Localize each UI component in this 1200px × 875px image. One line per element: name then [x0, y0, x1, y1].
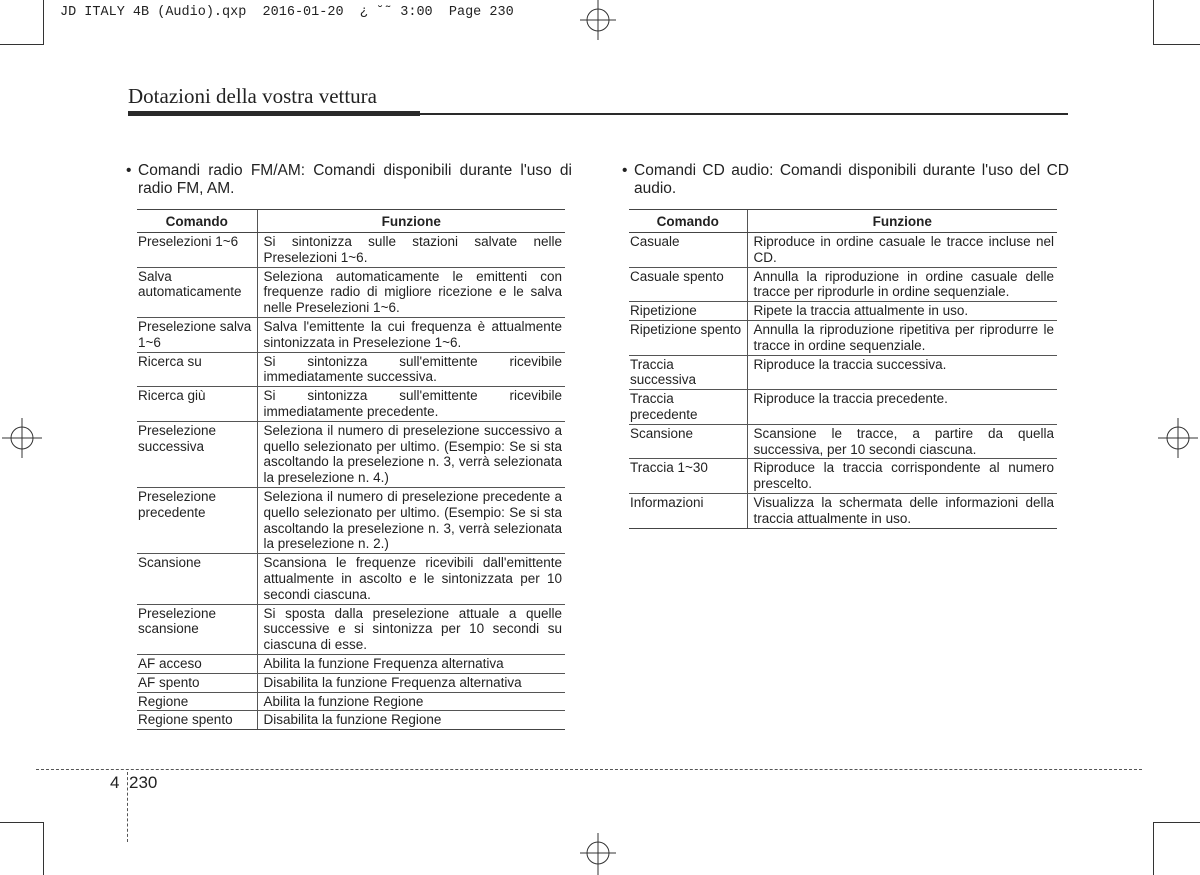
radio-commands-table — [137, 209, 565, 730]
crop-mark — [43, 822, 44, 875]
command-cell: Preselezione scansione — [137, 604, 257, 654]
function-cell: Annulla la riproduzione ripetitiva per riprodurre le tracce in ordine sequenziale. — [747, 320, 1057, 355]
command-cell: Casuale spento — [629, 267, 747, 302]
table-row — [629, 459, 1057, 494]
function-cell: Seleziona il numero di preselezione successivo a quello selezionato per ultimo. (Esempio: Se si sta ascoltando la preselezione n. 3, verrà selezionata la preselezione n. 4.) — [257, 421, 565, 487]
command-cell: Salva automaticamente — [137, 267, 257, 317]
function-cell: Si sintonizza sull'emittente ricevibile immediatamente successiva. — [257, 352, 565, 387]
crop-mark — [0, 44, 43, 45]
column-header-command: Comando — [629, 210, 747, 233]
command-cell: Ripetizione — [629, 302, 747, 321]
table-row — [629, 267, 1057, 302]
function-cell: Salva l'emittente la cui frequenza è attualmente sintonizzata in Preselezione 1~6. — [257, 317, 565, 352]
crop-mark — [43, 0, 44, 45]
function-cell: Visualizza la schermata delle informazioni della traccia attualmente in uso. — [747, 493, 1057, 528]
table-row — [137, 267, 565, 317]
table-row — [137, 654, 565, 673]
right-intro-text: Comandi CD audio: Comandi disponibili durante l'uso del CD audio. — [634, 162, 1069, 197]
function-cell: Scansiona le frequenze ricevibili dall'emittente attualmente in ascolto e le sintonizzata per 10 secondi ciascuna. — [257, 554, 565, 604]
function-cell: Disabilita la funzione Regione — [257, 711, 565, 730]
command-cell: Casuale — [629, 233, 747, 268]
function-cell: Riproduce la traccia precedente. — [747, 390, 1057, 425]
table-row — [629, 320, 1057, 355]
column-header-command: Comando — [137, 210, 257, 233]
function-cell: Abilita la funzione Regione — [257, 692, 565, 711]
command-cell: Preselezione successiva — [137, 421, 257, 487]
page-number: 230 — [129, 773, 158, 792]
table-row — [629, 493, 1057, 528]
print-slug: JD ITALY 4B (Audio).qxp 2016-01-20 ¿ ˘˜ 3:00 Page 230 — [60, 5, 514, 20]
footer-rule — [36, 769, 1142, 770]
title-rule — [128, 111, 1068, 116]
command-cell: Ricerca giù — [137, 387, 257, 422]
command-cell: Preselezioni 1~6 — [137, 233, 257, 268]
bullet-icon: • — [126, 162, 132, 179]
left-intro — [126, 162, 572, 198]
registration-mark-icon — [0, 418, 44, 458]
table-row — [137, 387, 565, 422]
command-cell: Traccia precedente — [629, 390, 747, 425]
crop-mark — [0, 822, 43, 823]
left-intro-text: Comandi radio FM/AM: Comandi disponibili durante l'uso di radio FM, AM. — [138, 162, 572, 197]
table-row — [137, 352, 565, 387]
command-cell: Scansione — [629, 424, 747, 459]
command-cell: Preselezione salva 1~6 — [137, 317, 257, 352]
function-cell: Seleziona automaticamente le emittenti con frequenze radio di migliore ricezione e le salva nelle Preselezioni 1~6. — [257, 267, 565, 317]
function-cell: Annulla la riproduzione in ordine casuale delle tracce per riprodurle in ordine sequenziale. — [747, 267, 1057, 302]
function-cell: Ripete la traccia attualmente in uso. — [747, 302, 1057, 321]
chapter-number: 4 — [110, 773, 120, 792]
crop-mark — [1153, 0, 1154, 45]
table-row — [137, 487, 565, 553]
command-cell: AF acceso — [137, 654, 257, 673]
table-row — [629, 302, 1057, 321]
table-row — [137, 554, 565, 604]
table-row — [137, 692, 565, 711]
command-cell: Ripetizione spento — [629, 320, 747, 355]
command-cell: Informazioni — [629, 493, 747, 528]
table-row — [629, 390, 1057, 425]
table-header-row — [137, 210, 565, 233]
function-cell: Disabilita la funzione Frequenza alternativa — [257, 673, 565, 692]
command-cell: Preselezione precedente — [137, 487, 257, 553]
function-cell: Si sposta dalla preselezione attuale a quelle successive e si sintonizza per 10 secondi su ciascuna di esse. — [257, 604, 565, 654]
table-row — [137, 233, 565, 268]
table-row — [137, 317, 565, 352]
command-cell: AF spento — [137, 673, 257, 692]
table-header-row — [629, 210, 1057, 233]
table-row — [137, 421, 565, 487]
command-cell: Ricerca su — [137, 352, 257, 387]
cd-commands-table — [629, 209, 1057, 529]
bullet-icon: • — [622, 162, 628, 179]
registration-mark-icon — [1156, 418, 1200, 458]
table-row — [137, 673, 565, 692]
command-cell: Traccia 1~30 — [629, 459, 747, 494]
function-cell: Riproduce la traccia corrispondente al numero prescelto. — [747, 459, 1057, 494]
footer-divider — [127, 772, 128, 842]
function-cell: Riproduce la traccia successiva. — [747, 355, 1057, 390]
table-row — [629, 355, 1057, 390]
command-cell: Traccia successiva — [629, 355, 747, 390]
crop-mark — [1154, 822, 1200, 823]
crop-mark — [1154, 44, 1200, 45]
column-header-function: Funzione — [747, 210, 1057, 233]
column-header-function: Funzione — [257, 210, 565, 233]
function-cell: Si sintonizza sull'emittente ricevibile immediatamente precedente. — [257, 387, 565, 422]
command-cell: Scansione — [137, 554, 257, 604]
function-cell: Riproduce in ordine casuale le tracce incluse nel CD. — [747, 233, 1057, 268]
command-cell: Regione — [137, 692, 257, 711]
registration-mark-icon — [578, 833, 618, 875]
function-cell: Scansione le tracce, a partire da quella successiva, per 10 secondi ciascuna. — [747, 424, 1057, 459]
command-cell: Regione spento — [137, 711, 257, 730]
registration-mark-icon — [578, 0, 618, 40]
function-cell: Abilita la funzione Frequenza alternativa — [257, 654, 565, 673]
function-cell: Si sintonizza sulle stazioni salvate nelle Preselezioni 1~6. — [257, 233, 565, 268]
table-row — [629, 424, 1057, 459]
table-row — [629, 233, 1057, 268]
right-intro — [622, 162, 1069, 198]
section-title: Dotazioni della vostra vettura — [128, 84, 377, 108]
table-row — [137, 711, 565, 730]
function-cell: Seleziona il numero di preselezione precedente a quello selezionato per ultimo. (Esempio: Se si sta ascoltando la preselezione n. 3, verrà selezionata la preselezione n. 2.) — [257, 487, 565, 553]
table-row — [137, 604, 565, 654]
crop-mark — [1153, 822, 1154, 875]
